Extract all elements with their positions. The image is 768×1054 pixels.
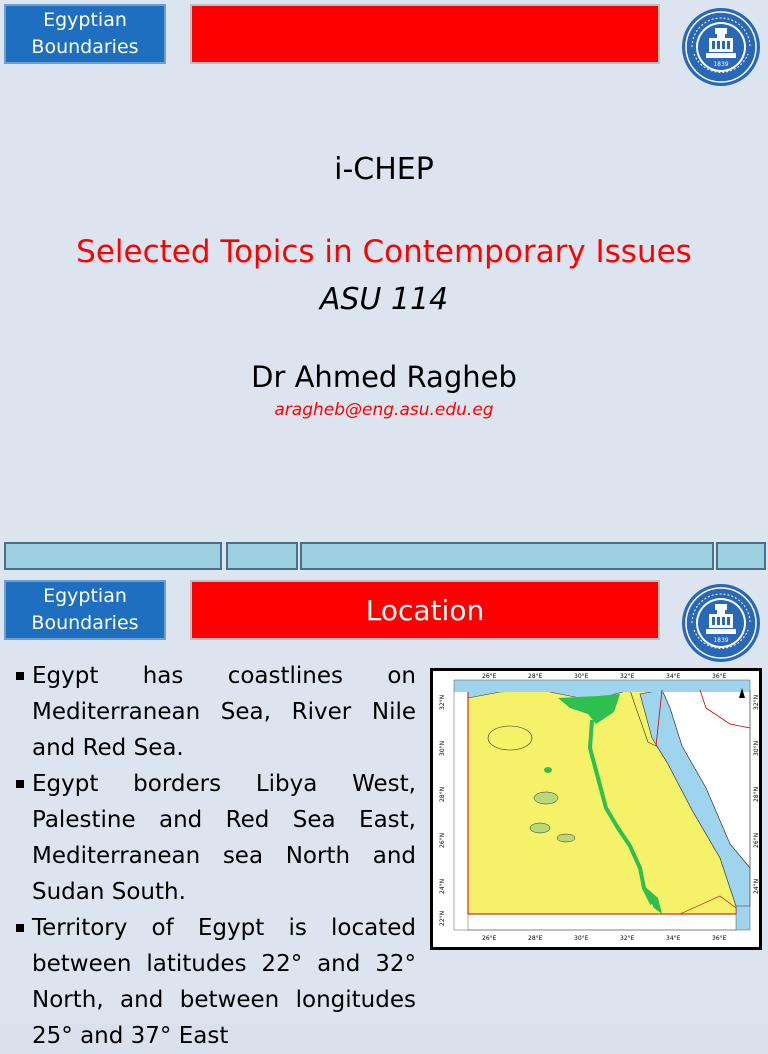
map-lon-label: 34°E (666, 935, 681, 942)
section-tag-line1: Egyptian (43, 585, 127, 607)
footer-strip-segment (226, 542, 298, 570)
slide-header-bar (190, 4, 660, 64)
map-lon-label: 26°E (482, 935, 497, 942)
map-lat-label: 32°N (439, 694, 446, 710)
egypt-map-graphic (430, 668, 762, 950)
faculty-seal-logo (682, 584, 760, 662)
author-name: Dr Ahmed Ragheb (251, 360, 517, 394)
section-tag-line2: Boundaries (31, 612, 139, 634)
egypt-map (430, 668, 762, 950)
map-lon-label: 26°E (482, 673, 497, 680)
map-lat-label: 28°N (439, 786, 446, 802)
map-lat-label: 26°N (439, 832, 446, 848)
section-tag-line1: Egyptian (43, 9, 127, 31)
bullet-item: Territory of Egypt is located between latitudes 22° and 32° North, and between longitudes 25° and 37° East (14, 910, 416, 1054)
map-lat-label: 30°N (753, 740, 760, 756)
map-lat-label: 22°N (439, 910, 446, 926)
map-lat-label: 28°N (753, 786, 760, 802)
map-lon-label: 36°E (712, 673, 727, 680)
presentation-title: i-CHEP (334, 152, 434, 187)
map-lat-label: 24°N (439, 878, 446, 894)
faculty-seal-icon (682, 8, 760, 86)
faculty-seal-icon (682, 584, 760, 662)
slide-header-bar (190, 580, 660, 640)
map-lon-label: 34°E (666, 673, 681, 680)
author-email: aragheb@eng.asu.edu.eg (274, 400, 494, 420)
footer-strip-segment (716, 542, 766, 570)
map-lat-label: 24°N (753, 878, 760, 894)
seal-year: 1839 (713, 61, 729, 68)
bullet-list (14, 658, 416, 1054)
faculty-seal-logo (682, 8, 760, 86)
footer-strip-segment (300, 542, 714, 570)
map-lon-label: 28°E (528, 935, 543, 942)
section-tag-line2: Boundaries (31, 36, 139, 58)
map-lon-label: 32°E (620, 935, 635, 942)
map-lat-label: 26°N (753, 832, 760, 848)
course-code: ASU 114 (319, 282, 449, 317)
seal-year: 1839 (713, 637, 729, 644)
map-lon-label: 28°E (528, 673, 543, 680)
course-title: Selected Topics in Contemporary Issues (76, 234, 692, 270)
section-tag (4, 580, 166, 640)
map-lon-label: 36°E (712, 935, 727, 942)
bullet-item: Egypt borders Libya West, Palestine and Red Sea East, Mediterranean sea North and Sudan South. (14, 766, 416, 910)
map-lat-label: 32°N (753, 694, 760, 710)
map-lon-label: 30°E (574, 935, 589, 942)
map-lon-label: 30°E (574, 673, 589, 680)
bullet-item: Egypt has coastlines on Mediterranean Sea, River Nile and Red Sea. (14, 658, 416, 766)
slide-header-title: Location (365, 593, 485, 627)
map-lon-label: 32°E (620, 673, 635, 680)
map-lat-label: 30°N (439, 740, 446, 756)
location-slide (0, 572, 768, 1049)
footer-strip-segment (4, 542, 222, 570)
section-tag (4, 4, 166, 64)
